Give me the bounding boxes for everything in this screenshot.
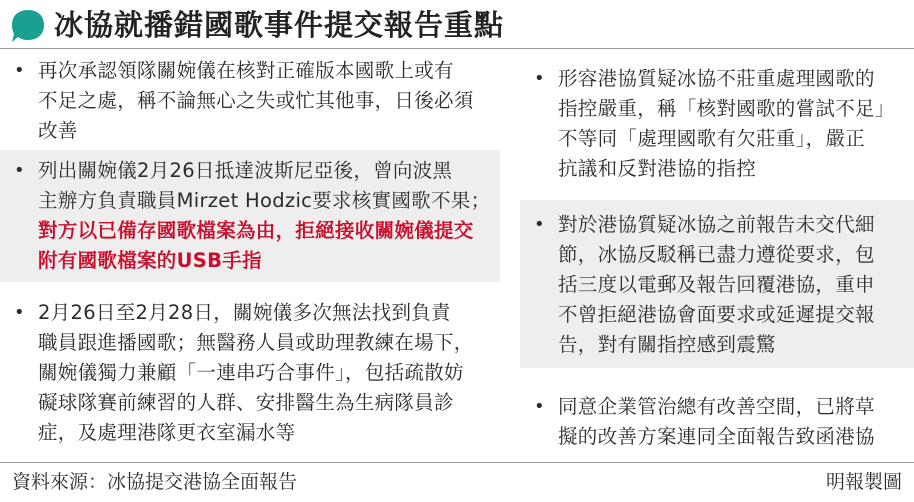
title-bar	[0, 0, 914, 50]
left-item-1	[0, 56, 500, 148]
left-item-3-text: 2月26日至2月28日，關婉儀多次無法找到負責 職員跟進播國歌；無醫務人員或助理教練在場下， 關婉儀獨力兼顧「一連串巧合事件」，包括疏散妨 礙球隊賽前練習的人群、安排醫生為生病隊員診 症，及處理港隊更衣室漏水等	[38, 301, 474, 444]
bullet: •	[14, 60, 25, 81]
left-item-1-text: 再次承認領隊關婉儀在核對正確版本國歌上或有 不足之處，稱不論無心之失或忙其他事，日後必須 改善	[38, 59, 474, 142]
left-item-2	[0, 150, 500, 282]
bullet: •	[14, 302, 25, 323]
right-item-1-text: 形容港協質疑冰協不莊重處理國歌的 指控嚴重，稱「核對國歌的嘗試不足」 不等同「處理國歌有欠莊重」，嚴正 抗議和反對港協的指控	[558, 67, 895, 180]
bullet: •	[534, 68, 545, 89]
speech-bubble-icon	[10, 8, 46, 44]
right-item-2	[520, 200, 914, 368]
right-item-3	[520, 392, 914, 454]
source-note: 資料來源：冰協提交港協全面報告	[12, 471, 298, 493]
title-divider	[0, 48, 914, 49]
page-title: 冰協就播錯國歌事件提交報告重點	[54, 8, 505, 42]
right-item-3-text: 同意企業管治總有改善空間，已將草 擬的改善方案連同全面報告致函港協	[558, 395, 875, 448]
highlight-text: 對方以已備存國歌檔案為由，拒絕接收關婉儀提交	[38, 219, 474, 242]
left-item-3	[0, 298, 500, 454]
bullet: •	[534, 396, 545, 417]
highlight-text: 附有國歌檔案的USB手指	[38, 249, 262, 272]
footer-divider	[0, 462, 914, 463]
left-item-2-text: 列出關婉儀2月26日抵達波斯尼亞後，曾向波黑 主辦方負責職員Mirzet Hodzic要求核實國歌不果； 對方以已備存國歌檔案為由，拒絕接收關婉儀提交 附有國歌檔案的USB手指	[38, 156, 500, 276]
bullet: •	[14, 160, 25, 181]
credit: 明報製圖	[825, 471, 902, 493]
bullet: •	[534, 214, 545, 235]
right-item-1	[520, 64, 914, 188]
right-item-2-text: 對於港協質疑冰協之前報告未交代細 節，冰協反駁稱已盡力遵從要求，包 括三度以電郵及報告回覆港協，重申 不曾拒絕港協會面要求或延遲提交報 告，對有關指控感到震驚	[558, 213, 875, 356]
